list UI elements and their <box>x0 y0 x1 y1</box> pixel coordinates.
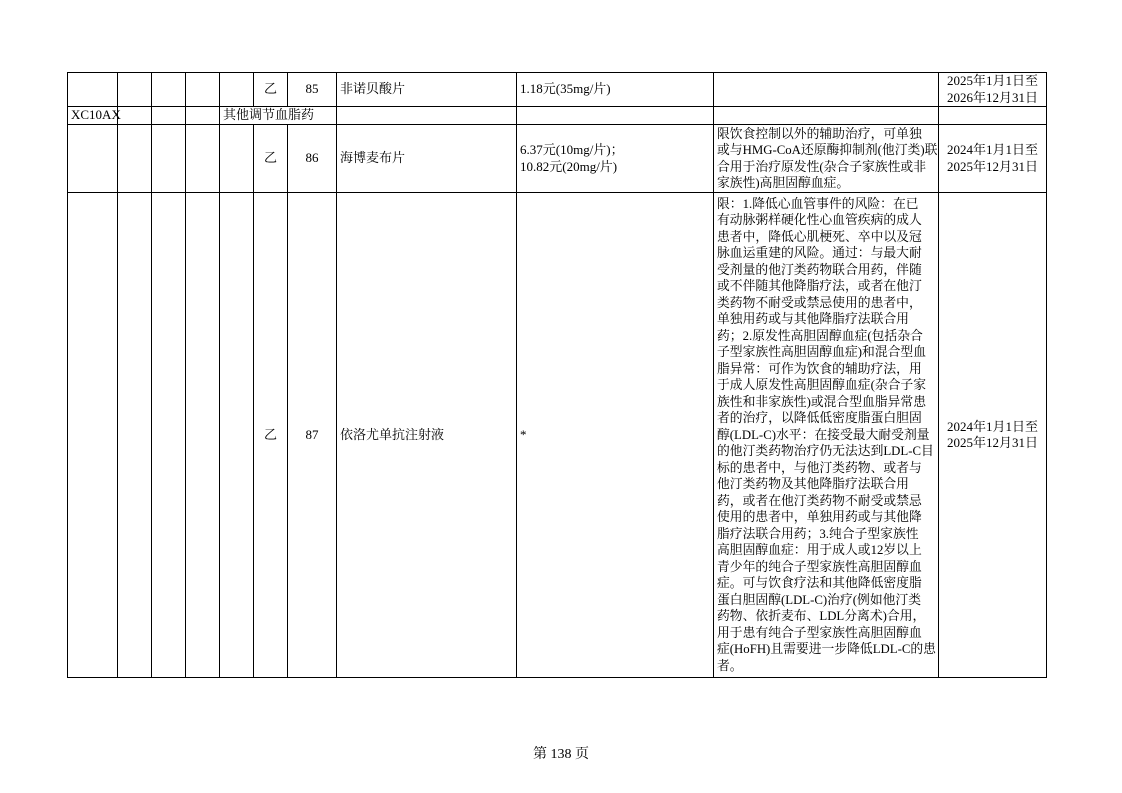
level-3-cell <box>152 193 186 678</box>
drug-name-cell: 海博麦布片 <box>337 125 517 193</box>
drug-number-cell: 85 <box>288 73 337 107</box>
level-4-cell <box>186 107 220 125</box>
code-cell <box>68 193 118 678</box>
drug-row-85 <box>68 73 1047 107</box>
restriction-cell: 限：1.降低心血管事件的风险：在已 有动脉粥样硬化性心血管疾病的成人 患者中，降低心肌梗死、卒中以及冠 脉血运重建的风险。通过：与最大耐 受剂量的他汀类药物联合用药，伴随 或不伴随其他降脂疗法，或者在他汀 类药物不耐受或禁忌使用的患者中， 单独用药或与其他降脂疗法联合用 药；2.原发性高胆固醇血症(包括杂合 子型家族性高胆固醇血症)和混合型血 脂异常：可作为饮食的辅助疗法，用 于成人原发性高胆固醇血症(杂合子家 族性和非家族性)或混合型血脂异常患 者的治疗，以降低低密度脂蛋白胆固 醇(LDL-C)水平：在接受最大耐受剂量 的他汀类药物治疗仍无法达到LDL-C目 标的患者中，与他汀类药物、或者与 他汀类药物及其他降脂疗法联合用 药，或者在他汀类药物不耐受或禁忌 使用的患者中，单独用药或与其他降 脂疗法联合用药；3.纯合子型家族性 高胆固醇血症：用于成人或12岁以上 青少年的纯合子型家族性高胆固醇血 症。可与饮食疗法和其他降低密度脂 蛋白胆固醇(LDL-C)治疗(例如他汀类 药物、依折麦布、LDL分离术)合用， 用于患有纯合子型家族性高胆固醇血 症(HoFH)且需要进一步降低LDL-C的患 者。 <box>714 193 939 678</box>
atc-code-cell: XC10AX <box>68 107 118 125</box>
category-cell <box>220 125 254 193</box>
level-4-cell <box>186 73 220 107</box>
drug-name-cell: 非诺贝酸片 <box>337 73 517 107</box>
drug-number-cell: 86 <box>288 125 337 193</box>
restriction-cell <box>714 107 939 125</box>
drug-row-87 <box>68 193 1047 678</box>
drug-spec-cell: 6.37元(10mg/片)； 10.82元(20mg/片) <box>517 125 714 193</box>
category-cell <box>220 73 254 107</box>
level-2-cell <box>118 193 152 678</box>
category-cell <box>220 193 254 678</box>
restriction-cell: 限饮食控制以外的辅助治疗，可单独 或与HMG-CoA还原酶抑制剂(他汀类)联 合用于治疗原发性(杂合子家族性或非 家族性)高胆固醇血症。 <box>714 125 939 193</box>
drug-spec-cell: 1.18元(35mg/片) <box>517 73 714 107</box>
agreement-period-cell: 2024年1月1日至 2025年12月31日 <box>939 125 1047 193</box>
level-3-cell <box>152 107 186 125</box>
drug-catalog-table <box>67 72 1047 678</box>
drug-spec-cell <box>517 107 714 125</box>
drug-number-cell: 87 <box>288 193 337 678</box>
level-2-cell <box>118 125 152 193</box>
level-4-cell <box>186 193 220 678</box>
level-3-cell <box>152 73 186 107</box>
code-cell <box>68 125 118 193</box>
level-3-cell <box>152 125 186 193</box>
drug-group-row <box>68 107 1047 125</box>
level-2-cell <box>118 73 152 107</box>
drug-name-cell <box>337 107 517 125</box>
insurance-type-cell: 乙 <box>254 73 288 107</box>
code-cell <box>68 73 118 107</box>
restriction-cell <box>714 73 939 107</box>
agreement-period-cell: 2025年1月1日至 2026年12月31日 <box>939 73 1047 107</box>
drug-group-name-cell: 其他调节血脂药 <box>220 107 337 125</box>
level-2-cell <box>118 107 152 125</box>
agreement-period-cell <box>939 107 1047 125</box>
drug-spec-cell: * <box>517 193 714 678</box>
drug-name-cell: 依洛尤单抗注射液 <box>337 193 517 678</box>
insurance-type-cell: 乙 <box>254 125 288 193</box>
insurance-type-cell: 乙 <box>254 193 288 678</box>
agreement-period-cell: 2024年1月1日至 2025年12月31日 <box>939 193 1047 678</box>
page-number: 第 138 页 <box>533 747 589 762</box>
drug-row-86 <box>68 125 1047 193</box>
level-4-cell <box>186 125 220 193</box>
